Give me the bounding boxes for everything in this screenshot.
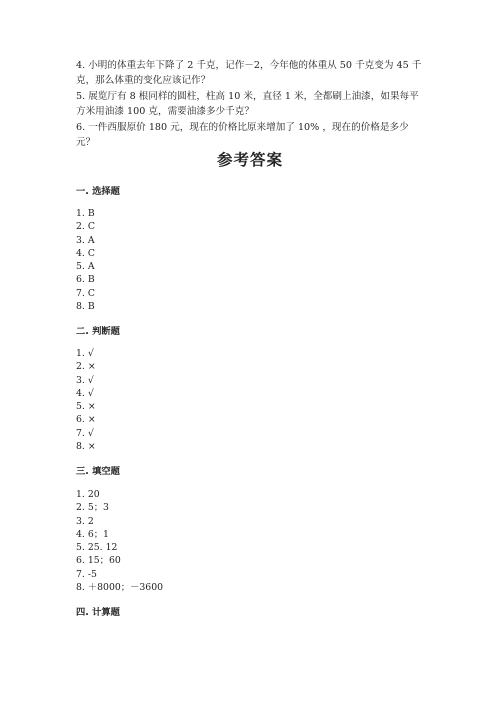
answer-item: 8. ×	[76, 441, 96, 453]
problem-item: 5. 展览厅有 8 根同样的圆柱，柱高 10 米，直径 1 米，全都刷上油漆，如果每平方米用油漆 100 克，需要油漆多少千克？	[76, 90, 419, 118]
problem-item: 6. 一件西服原价 180 元，现在的价格比原来增加了 10% ，现在的价格是多少元？	[76, 121, 409, 149]
answer-item: 1. √	[76, 348, 94, 359]
answer-item: 7. √	[76, 427, 94, 439]
answer-item: 8. ＋8000；－3600	[76, 582, 164, 594]
answer-item: 3. A	[76, 234, 95, 246]
problem-list	[76, 58, 426, 150]
answer-item: 6. ×	[76, 414, 96, 426]
answer-item: 6. 15；60	[76, 555, 121, 567]
answer-item: 1. B	[76, 208, 95, 219]
answer-item: 5. 25. 12	[76, 542, 118, 554]
answer-item: 3. 2	[76, 515, 94, 527]
answer-item: 7. -5	[76, 568, 97, 580]
section-heading-calculation: 四. 计算题	[76, 607, 120, 618]
answer-item: 3. √	[76, 374, 94, 386]
answer-item: 4. 6；1	[76, 528, 109, 540]
answer-list-true-false	[76, 347, 96, 453]
answer-item: 1. 20	[76, 489, 100, 500]
answer-item: 5. A	[76, 261, 95, 273]
section-heading-fill-in-blank: 三. 填空题	[76, 466, 120, 477]
answer-item: 7. C	[76, 287, 95, 299]
problem-item: 4. 小明的体重去年下降了 2 千克，记作－2，今年他的体重从 50 千克变为 45 千克，那么体重的变化应该记作？	[76, 60, 422, 87]
answer-item: 8. B	[76, 301, 95, 313]
answer-item: 4. √	[76, 387, 94, 399]
answer-item: 2. 5；3	[76, 502, 109, 514]
section-heading-multiple-choice: 一. 选择题	[76, 186, 120, 197]
answer-item: 5. ×	[76, 401, 96, 413]
answer-item: 2. ×	[76, 361, 96, 373]
answer-key-title: 参考答案	[216, 150, 283, 169]
answer-list-multiple-choice	[76, 207, 95, 313]
section-heading-true-false: 二. 判断题	[76, 326, 120, 337]
answer-item: 4. C	[76, 247, 95, 259]
answer-item: 6. B	[76, 274, 95, 286]
answer-item: 2. C	[76, 221, 95, 233]
answer-list-fill-in-blank	[76, 488, 163, 594]
